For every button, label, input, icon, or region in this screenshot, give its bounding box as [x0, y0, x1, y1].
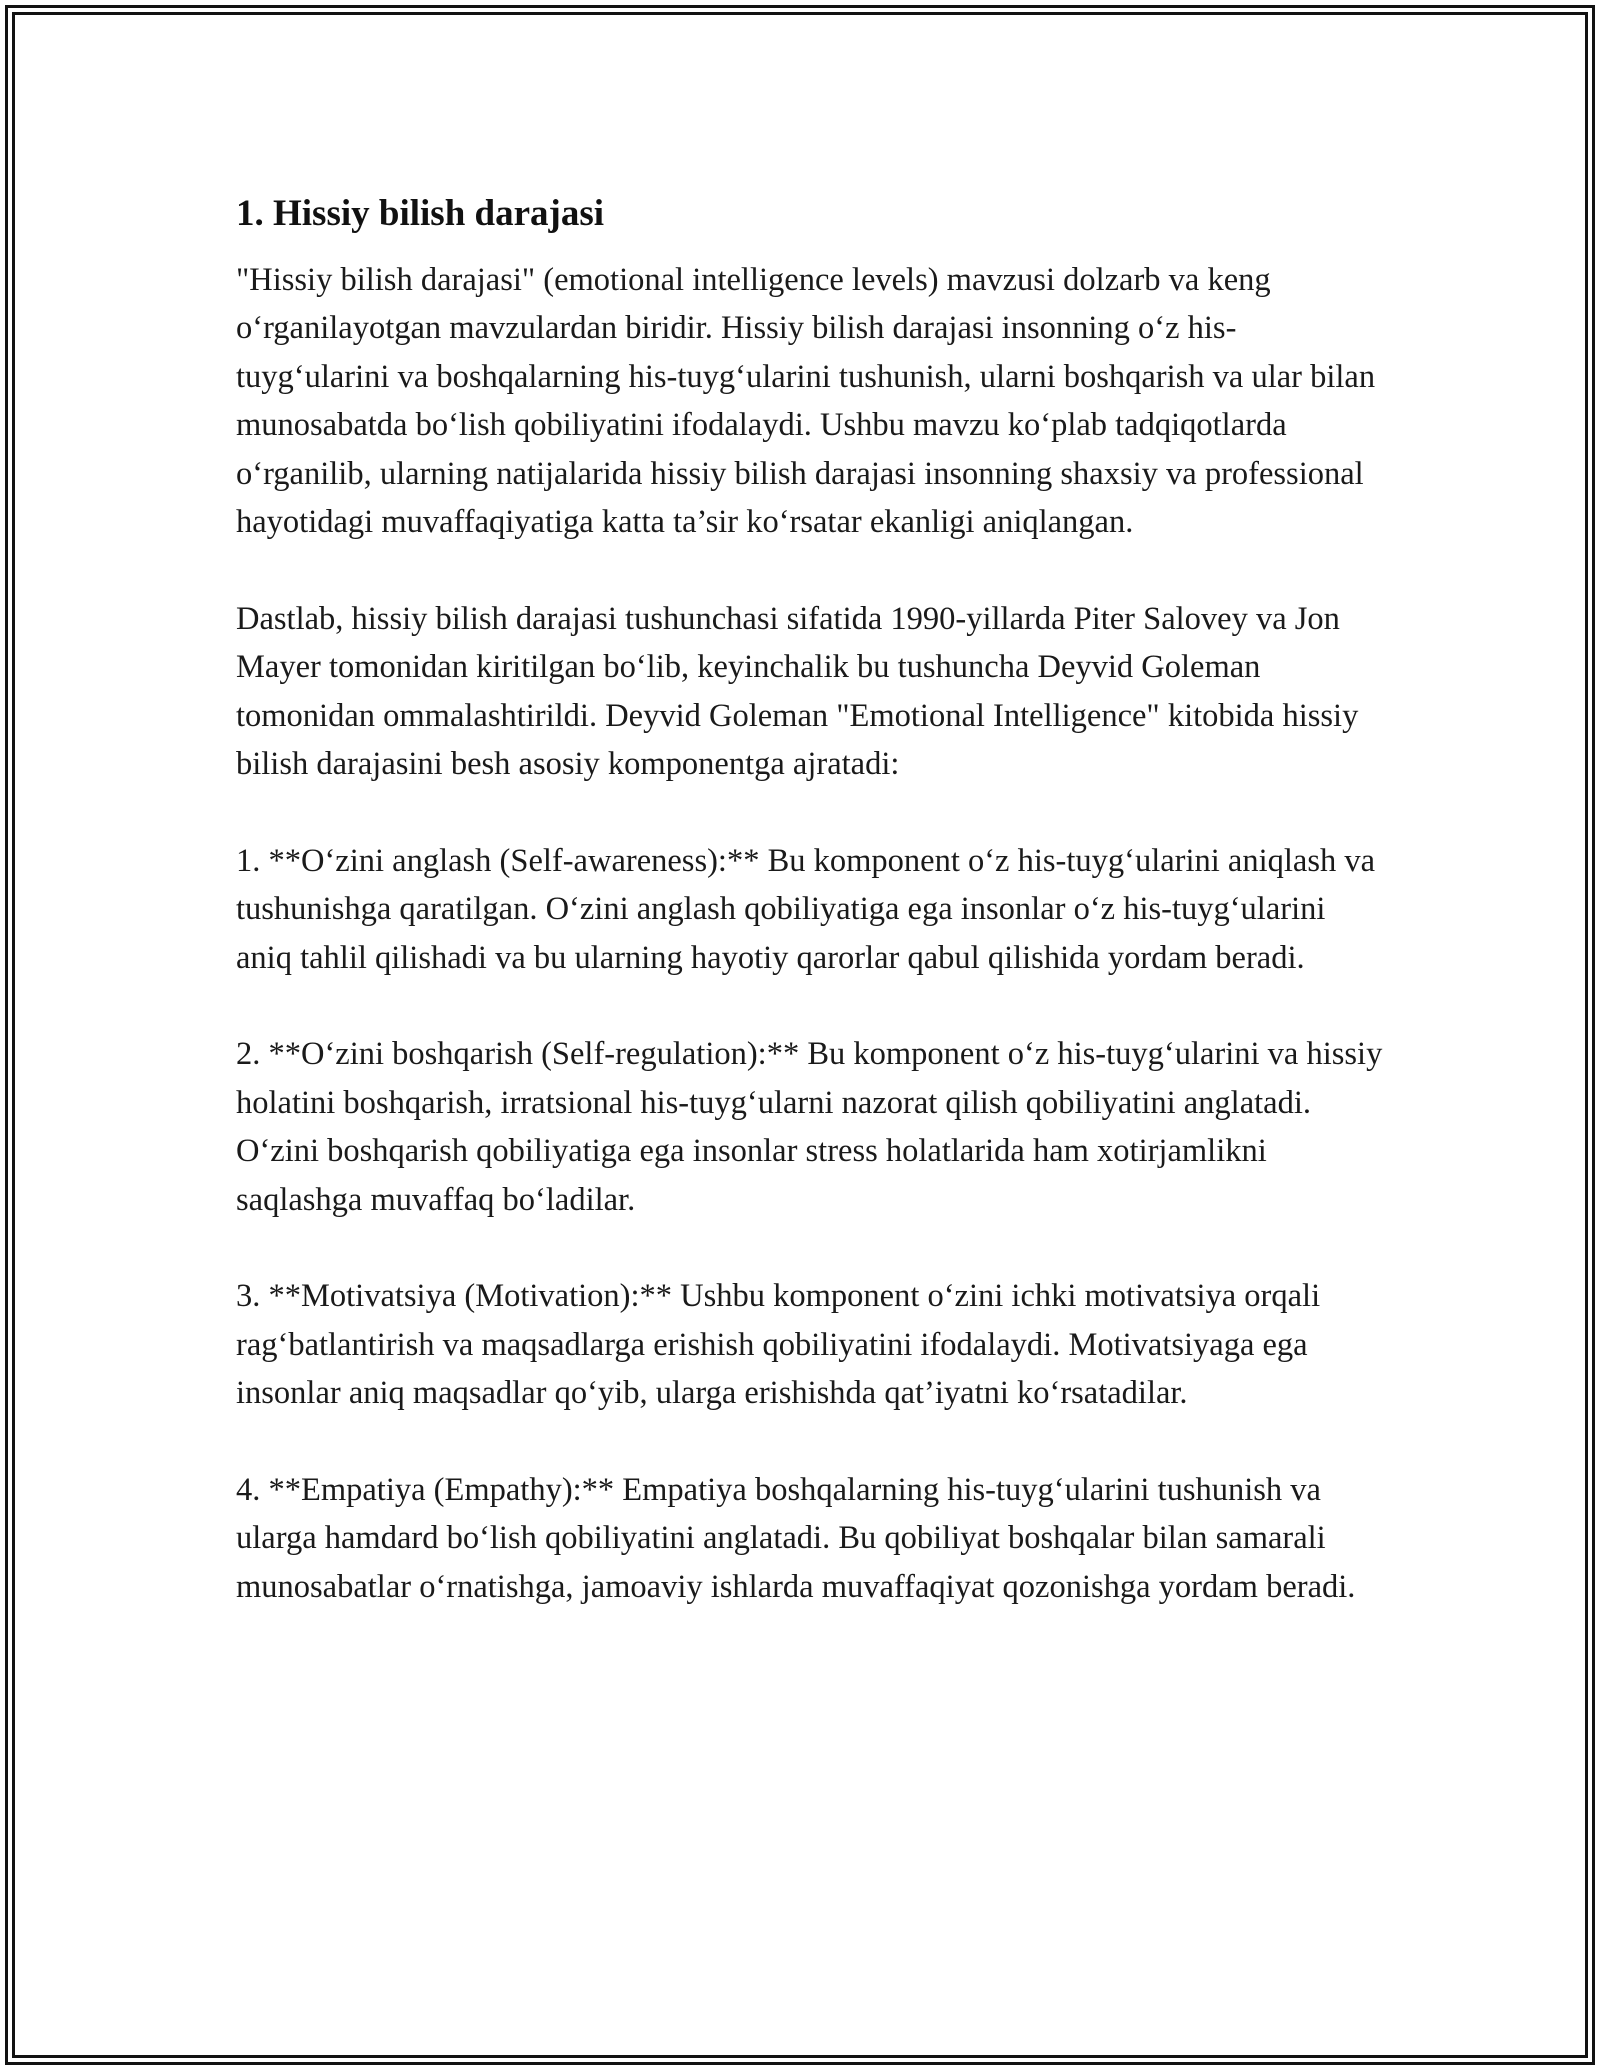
- paragraph-history: Dastlab, hissiy bilish darajasi tushunchasi sifatida 1990-yillarda Piter Salovey va Jon Mayer tomonidan kiritilgan bo‘lib, keyinchalik bu tushuncha Deyvid Goleman tomonidan ommalashtirildi. Deyvid Goleman "Emotional Intelligence" kitobida hissiy bilish darajasini besh asosiy komponentga ajratadi:: [236, 600, 1359, 783]
- paragraph-motivation: 3. **Motivatsiya (Motivation):** Ushbu komponent o‘zini ichki motivatsiya orqali rag‘batlantirish va maqsadlarga erishish qobiliyatini ifodalaydi. Motivatsiyaga ega insonlar aniq maqsadlar qo‘yib, ularga erishishda qat’iyatni ko‘rsatadilar.: [236, 1278, 1321, 1412]
- paragraph-empathy: 4. **Empatiya (Empathy):** Empatiya boshqalarning his-tuyg‘ularini tushunish va ularga hamdard bo‘lish qobiliyatini anglatadi. Bu qobiliyat boshqalar bilan samarali munosabatlar o‘rnatishga, jamoaviy ishlarda muvaffaqiyat qozonishga yordam beradi.: [236, 1472, 1356, 1605]
- section-heading: 1. Hissiy bilish darajasi: [236, 193, 605, 234]
- paragraph-intro: "Hissiy bilish darajasi" (emotional intelligence levels) mavzusi dolzarb va keng o‘rganilayotgan mavzulardan biridir. Hissiy bilish darajasi insonning o‘z his-tuyg‘ularini va boshqalarning his-tuyg‘ularini tushunish, ularni boshqarish va ular bilan munosabatda bo‘lish qobiliyatini ifodalaydi. Ushbu mavzu ko‘plab tadqiqotlarda o‘rganilib, ularning natijalarida hissiy bilish darajasi insonning shaxsiy va professional hayotidagi muvaffaqiyatiga katta ta’sir ko‘rsatar ekanligi aniqlangan.: [236, 262, 1376, 541]
- paragraph-self-regulation: 2. **O‘zini boshqarish (Self-regulation):** Bu komponent o‘z his-tuyg‘ularini va hissiy holatini boshqarish, irratsional his-tuyg‘ularni nazorat qilish qobiliyatini anglatadi. O‘zini boshqarish qobiliyatiga ega insonlar stress holatlarida ham xotirjamlikni saqlashga muvaffaq bo‘ladilar.: [236, 1036, 1383, 1218]
- paragraph-self-awareness: 1. **O‘zini anglash (Self-awareness):** Bu komponent o‘z his-tuyg‘ularini aniqlash va tushunishga qaratilgan. O‘zini anglash qobiliyatiga ega insonlar o‘z his-tuyg‘ularini aniq tahlil qilishadi va bu ularning hayotiy qarorlar qabul qilishida yordam beradi.: [236, 842, 1376, 976]
- document-body: [236, 186, 1386, 1660]
